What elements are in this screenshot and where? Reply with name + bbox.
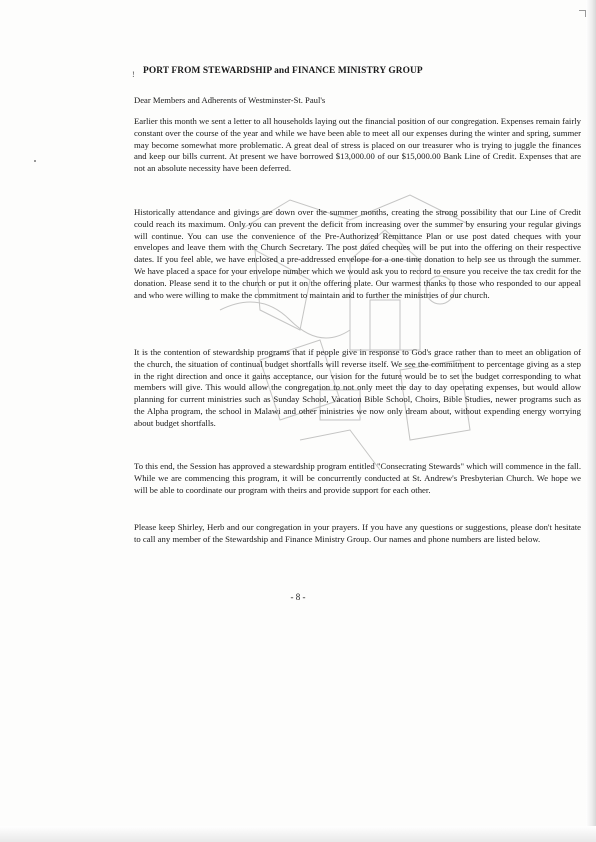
scan-corner-mark: [579, 10, 586, 17]
scan-edge-right: [586, 0, 596, 842]
scan-speck: [34, 160, 36, 162]
report-heading: PORT FROM STEWARDSHIP and FINANCE MINISTRY GROUP: [143, 66, 423, 76]
paragraph-prayers-contact: Please keep Shirley, Herb and our congregation in your prayers. If you have any questions or suggestions, please don't hesitate to call any member of the Stewardship and Finance Ministry Group. Our names and phone numbers are listed below.: [134, 522, 581, 544]
page-number: - 8 -: [290, 592, 306, 602]
paragraph-financial-position: Earlier this month we sent a letter to all households laying out the financial position of our congregation. Expenses remain fairly constant over the course of the year and while we have been able to meet all our expenses during the winter and spring, summer may become somewhat more problematic. A great deal of stress is placed on our treasurer who is trying to juggle the finances and keep our bills current. At present we have borrowed $13,000.00 of our $15,000.00 Bank Line of Credit. Expenses that are not an absolute necessity have been deferred.: [134, 116, 581, 174]
scan-edge-bottom: [0, 826, 596, 842]
paragraph-consecrating-stewards: To this end, the Session has approved a stewardship program entitled "Consecrating Stewards" which will commence in the fall. While we are commencing this program, it will be concurrently conducted at St. Andrew's Presbyterian Church. We hope we will be able to coordinate our program with theirs and provide support for each other.: [134, 461, 581, 495]
margin-mark: !: [132, 70, 135, 79]
salutation: Dear Members and Adherents of Westminster-St. Paul's: [134, 95, 326, 105]
paragraph-summer-givings: Historically attendance and givings are down over the summer months, creating the strong possibility that our Line of Credit could reach its maximum. Only you can prevent the deficit from increasing over the summer by ensuring your regular givings will continue. You can use the convenience of the Pre-Authorized Remittance Plan or use post dated cheques with your envelopes and leave them with the Church Secretary. The post dated cheques will be put into the offering on their respective dates. If you feel able, we have enclosed a pre-addressed envelope for a one time donation to help see us through the summer. We have placed a space for your envelope number which we would ask you to record to ensure you receive the tax credit for the donation. Please send it to the church or put it on the offering plate. Our warmest thanks to those who responded to our appeal and who were willing to make the commitment to maintain and to further the ministries of our church.: [134, 207, 581, 300]
paragraph-stewardship-vision: It is the contention of stewardship programs that if people give in response to God's grace rather than to meet an obligation of the church, the situation of continual budget shortfalls will reverse itself. We see the commitment to percentage giving as a step in the right direction and once it gains acceptance, our vision for the future would be to set the budget corresponding to what members will give. This would allow the congregation to not only meet the day to day operating expenses, but would allow planning for current ministries such as Sunday School, Vacation Bible School, Choirs, Bible Studies, newer programs such as the Alpha program, the school in Malawi and other ministries we now only dream about, without expending energy worrying about budget shortfalls.: [134, 347, 581, 428]
